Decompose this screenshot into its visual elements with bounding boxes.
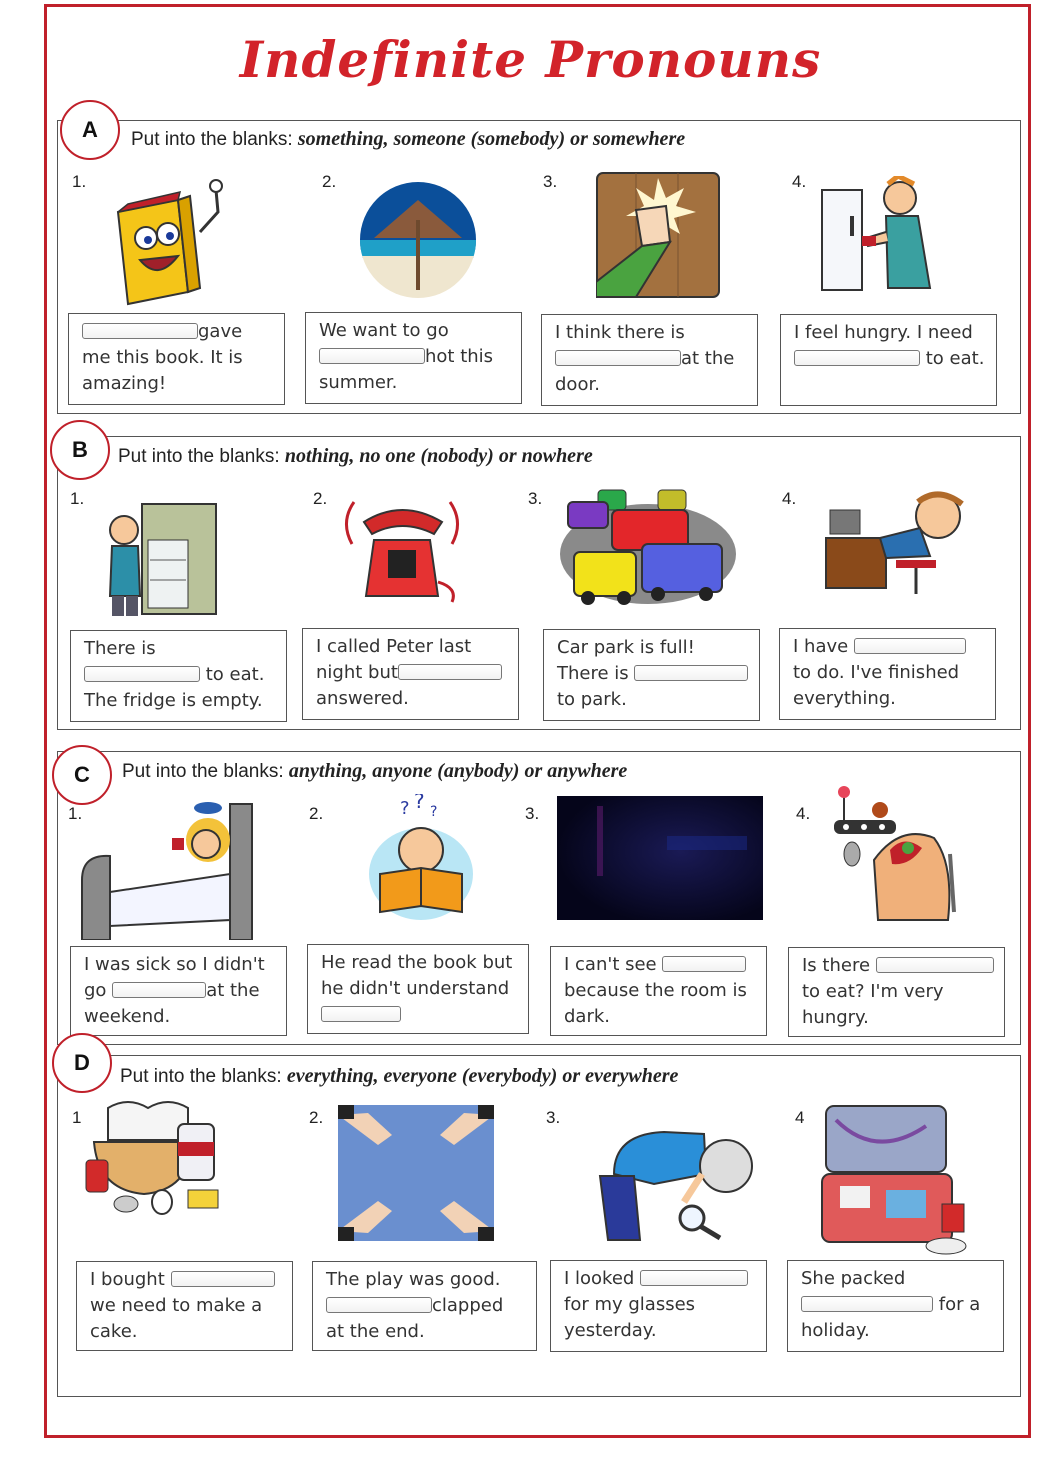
item-number: 1.	[68, 804, 83, 823]
clapping-hands-icon	[338, 1105, 494, 1241]
instruction-label: Put into the blanks:	[122, 761, 284, 782]
answer-blank[interactable]	[634, 665, 748, 681]
word-options: everything, everyone (everybody) or everywhere	[286, 1065, 679, 1087]
instruction-label: Put into the blanks:	[131, 129, 293, 150]
answer-blank[interactable]	[801, 1296, 933, 1312]
answer-blank[interactable]	[82, 323, 198, 339]
section-d-instruction	[120, 1065, 678, 1088]
sentence-card-c2	[307, 944, 529, 1034]
answer-blank[interactable]	[398, 664, 502, 680]
sentence-end: to eat. The fridge is empty.	[84, 664, 265, 711]
sentence-start: I bought	[90, 1269, 165, 1290]
sentence-end: to eat.	[925, 348, 985, 369]
sentence-start: I have	[793, 636, 849, 657]
item-number: 1.	[72, 172, 87, 191]
answer-blank[interactable]	[794, 350, 920, 366]
item-number: 3.	[528, 489, 543, 508]
sentence-start: I can't see	[564, 954, 657, 975]
item-number: 3.	[543, 172, 558, 191]
page-title: Indefinite Pronouns	[239, 30, 822, 89]
sick-girl-bed-icon	[80, 794, 260, 940]
sentence-end: for my glasses yesterday.	[564, 1294, 696, 1341]
sentence-card-c3	[550, 946, 767, 1036]
svg-text:?: ?	[414, 794, 425, 813]
section-b-badge: B	[50, 420, 110, 480]
sentence-start: I was sick so I didn't go	[84, 954, 265, 1001]
answer-blank[interactable]	[112, 982, 206, 998]
answer-blank[interactable]	[876, 957, 994, 973]
section-b-instruction	[118, 445, 593, 468]
sentence-card-c1	[70, 946, 287, 1036]
item-number: 4	[795, 1108, 805, 1127]
section-d-badge: D	[52, 1033, 112, 1093]
sentence-end: answered.	[316, 688, 409, 709]
sentence-end: at the weekend.	[84, 980, 260, 1027]
svg-text:?: ?	[400, 798, 410, 819]
sentence-start: The play was good.	[326, 1269, 501, 1290]
sentence-card-b2	[302, 628, 519, 720]
confused-reader-icon	[364, 794, 478, 922]
sentence-card-a3	[541, 314, 758, 406]
sentence-end: at the door.	[555, 348, 735, 395]
sentence-card-d3	[550, 1260, 767, 1352]
item-number: 2.	[313, 489, 328, 508]
section-a-badge: A	[60, 100, 120, 160]
answer-blank[interactable]	[326, 1297, 432, 1313]
item-number: 2.	[309, 1108, 324, 1127]
item-number: 1	[72, 1108, 82, 1127]
sentence-end: clapped at the end.	[326, 1295, 504, 1342]
sentence-start: We want to go	[319, 320, 449, 341]
answer-blank[interactable]	[171, 1271, 275, 1287]
empty-fridge-icon	[98, 500, 222, 618]
sentence-start: Car park is full! There is	[557, 637, 695, 684]
instruction-label: Put into the blanks:	[120, 1066, 282, 1087]
answer-blank[interactable]	[854, 638, 966, 654]
sentence-end: because the room is dark.	[564, 980, 747, 1027]
sentence-end: hot this summer.	[319, 346, 494, 393]
word-options: something, someone (somebody) or somewhere	[297, 128, 686, 150]
answer-blank[interactable]	[321, 1006, 401, 1022]
sentence-card-a2	[305, 312, 522, 404]
sentence-card-b3	[543, 629, 760, 721]
svg-text:?: ?	[430, 804, 438, 820]
sentence-card-b4	[779, 628, 996, 720]
section-c-badge: C	[52, 745, 112, 805]
word-options: nothing, no one (nobody) or nowhere	[284, 445, 593, 467]
section-c-instruction	[122, 760, 627, 783]
sentence-end: to do. I've finished everything.	[793, 662, 960, 709]
sentence-end: we need to make a cake.	[90, 1295, 263, 1342]
word-options: anything, anyone (anybody) or anywhere	[288, 760, 628, 782]
answer-blank[interactable]	[662, 956, 746, 972]
sentence-card-b1	[70, 630, 287, 722]
instruction-label: Put into the blanks:	[118, 446, 280, 467]
sentence-card-c4	[788, 947, 1005, 1037]
magnifier-search-icon	[594, 1114, 758, 1248]
beach-umbrella-icon	[358, 180, 478, 300]
sentence-start: I called Peter last night but	[316, 636, 472, 683]
sentence-card-d2	[312, 1261, 537, 1351]
item-number: 2.	[309, 804, 324, 823]
dark-room-icon	[557, 796, 763, 920]
answer-blank[interactable]	[640, 1270, 748, 1286]
item-number: 2.	[322, 172, 337, 191]
item-number: 3.	[546, 1108, 561, 1127]
sentence-end: for a holiday.	[801, 1294, 981, 1341]
sentence-end: gave me this book. It is amazing!	[82, 321, 243, 394]
sentence-start: Is there	[802, 955, 871, 976]
sentence-card-d4	[787, 1260, 1004, 1352]
item-number: 4.	[796, 804, 811, 823]
sentence-start: I looked	[564, 1268, 635, 1289]
item-number: 4.	[792, 172, 807, 191]
answer-blank[interactable]	[319, 348, 425, 364]
packed-suitcase-icon	[816, 1100, 976, 1256]
sentence-card-a4	[780, 314, 997, 406]
sentence-start: She packed	[801, 1268, 906, 1289]
sentence-card-d1	[76, 1261, 293, 1351]
relaxing-man-icon	[820, 486, 972, 600]
item-number: 4.	[782, 489, 797, 508]
man-at-fridge-icon	[818, 176, 948, 298]
car-park-icon	[558, 484, 738, 612]
ringing-phone-icon	[334, 492, 470, 604]
sentence-start: There is	[84, 638, 156, 659]
sentence-start: I think there is	[555, 322, 685, 343]
knocking-door-icon	[596, 172, 720, 298]
section-a-instruction	[131, 128, 685, 151]
answer-blank[interactable]	[555, 350, 681, 366]
sentence-end: to eat? I'm very hungry.	[802, 981, 944, 1028]
sentence-card-a1	[68, 313, 285, 405]
sentence-start: He read the book but he didn't understand	[321, 952, 513, 999]
sentence-end: to park.	[557, 689, 627, 710]
hungry-man-icon	[830, 784, 970, 924]
sentence-start: I feel hungry. I need	[794, 322, 973, 343]
item-number: 3.	[525, 804, 540, 823]
book-character-icon	[108, 172, 238, 310]
item-number: 1.	[70, 489, 85, 508]
answer-blank[interactable]	[84, 666, 200, 682]
baking-ingredients-icon	[82, 1094, 224, 1216]
